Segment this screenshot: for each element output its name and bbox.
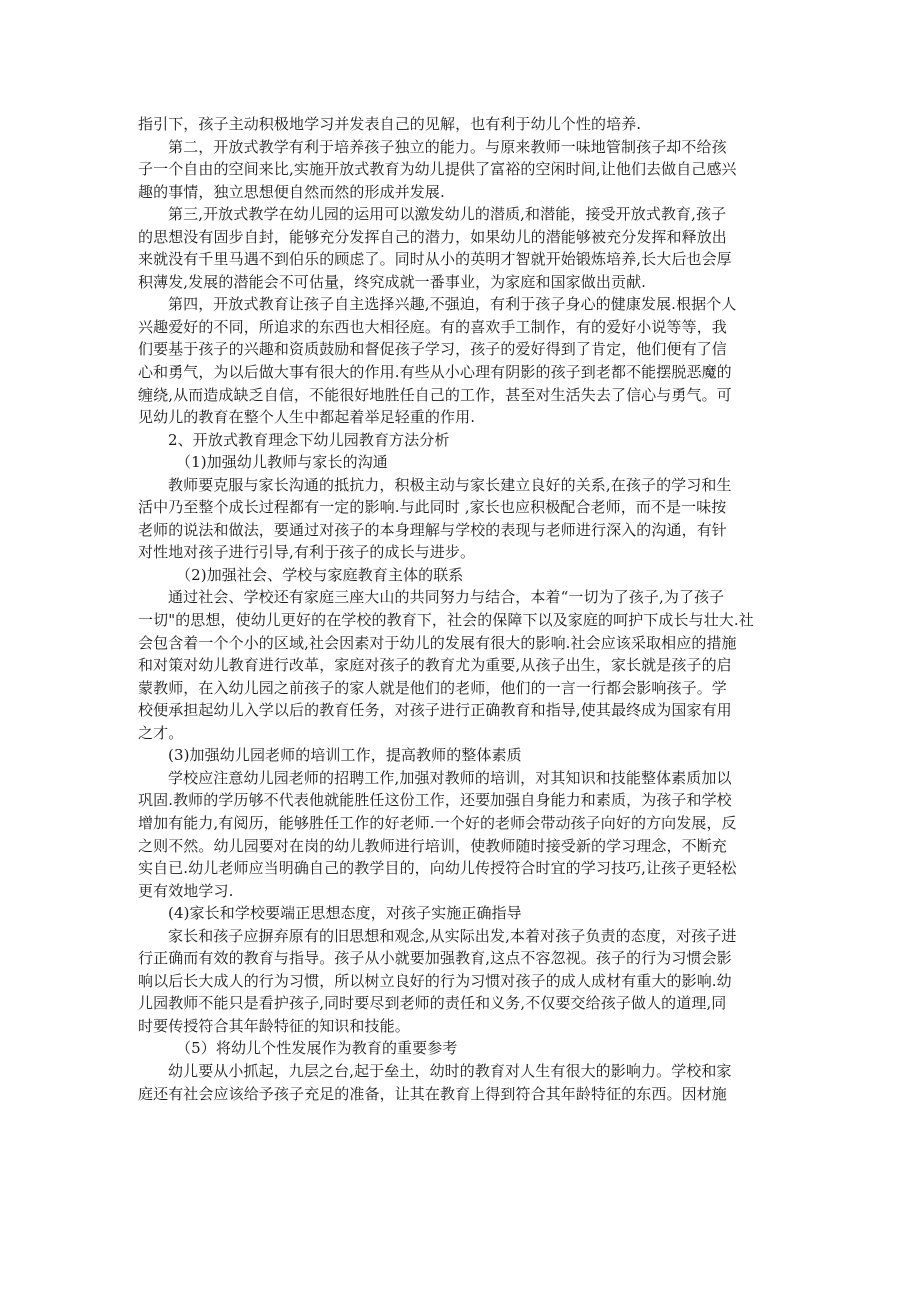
text-line: 巩固.教师的学历够不代表他就能胜任这份工作，还要加强自身能力和素质，为孩子和学校 [138, 791, 732, 810]
text-line: 通过社会、学校还有家庭三座大山的共同努力与结合，本着“一切为了孩子,为了孩子 [168, 588, 725, 607]
text-line: 行正确而有效的教育与指导。孩子从小就要加强教育,这点不容忽视。孩子的行为习惯会影 [138, 949, 732, 968]
text-line: 实自已.幼儿老师应当明确自己的教学目的，向幼儿传授符合时宜的学习技巧,让孩子更轻松 [138, 859, 737, 878]
text-line: 校便承担起幼儿入学以后的教育任务，对孩子进行正确教育和指导,使其最终成为国家有用 [138, 701, 732, 720]
text-line: 们要基于孩子的兴趣和资质鼓励和督促孩子学习，孩子的爱好得到了肯定，他们便有了信 [138, 340, 727, 359]
text-line: 2、开放式教育理念下幼儿园教育方法分析 [168, 430, 450, 449]
document-body [138, 113, 798, 1105]
text-line: 蒙教师，在入幼儿园之前孩子的家人就是他们的老师，他们的一言一行都会影响孩子。学 [138, 678, 727, 697]
text-line: 庭还有社会应该给予孩子充足的准备，让其在教育上得到符合其年龄特征的东西。因材施 [138, 1084, 727, 1103]
text-line: 学校应注意幼儿园老师的招聘工作,加强对教师的培训，对其知识和技能整体素质加以 [168, 768, 732, 787]
text-line: 积薄发,发展的潜能会不可估量，终究成就一番事业，为家庭和国家做出贡献. [138, 272, 647, 291]
text-line: (4)家长和学校要端正思想态度，对孩子实施正确指导 [168, 904, 522, 923]
text-line: 来就没有千里马遇不到伯乐的顾虑了。同时从小的英明才智就开始锻炼培养,长大后也会厚 [138, 250, 732, 269]
text-line: 更有效地学习. [138, 881, 234, 900]
text-line: 增加有能力,有阅历，能够胜任工作的好老师.一个好的老师会带动孩子向好的方向发展，反 [138, 813, 737, 832]
text-line: 兴趣爱好的不同，所追求的东西也大相径庭。有的喜欢手工制作，有的爱好小说等等，我 [138, 317, 727, 336]
text-line: 见幼儿的教育在整个人生中都起着举足轻重的作用. [138, 408, 476, 427]
text-line: 活中乃至整个成长过程都有一定的影响.与此同时 ,家长也应积极配合老师，而不是一味按 [138, 498, 727, 517]
text-line: 指引下，孩子主动积极地学习并发表自己的见解，也有利于幼儿个性的培养. [138, 115, 642, 133]
text-line: 时要传授符合其年龄特征的知识和技能。 [138, 1016, 410, 1035]
text-line: 第四，开放式教育让孩子自主选择兴趣,不强迫，有利于孩子身心的健康发展.根据个人 [168, 295, 737, 314]
text-line: 幼儿要从小抓起，九层之台,起于垒土，幼时的教育对人生有很大的影响力。学校和家 [168, 1061, 732, 1080]
text-line: 之则不然。幼儿园要对在岗的幼儿教师进行培训，使教师随时接受新的学习理念，不断充 [138, 836, 727, 855]
text-line: 家长和孩子应摒弃原有的旧思想和观念,从实际出发,本着对孩子负责的态度，对孩子进 [168, 926, 737, 945]
text-line: 趣的事情，独立思想便自然而然的形成并发展. [138, 182, 445, 201]
text-line: 缠绕,从而造成缺乏自信，不能很好地胜任自己的工作，甚至对生活失去了信心与勇气。可 [138, 385, 732, 404]
text-line: 和对策对幼儿教育进行改革，家庭对孩子的教育尤为重要,从孩子出生，家长就是孩子的启 [138, 656, 732, 675]
text-line: 子一个自由的空间来比,实施开放式教育为幼儿提供了富裕的空闲时间,让他们去做自己感兴 [138, 160, 737, 179]
text-line: 心和勇气，为以后做大事有很大的作用.有些从小心理有阴影的孩子到老都不能摆脱恶魔的 [138, 363, 732, 382]
text-line: 教师要克服与家长沟通的抵抗力，积极主动与家长建立良好的关系,在孩子的学习和生 [168, 475, 732, 494]
text-line: 的思想没有固步自封，能够充分发挥自己的潜力，如果幼儿的潜能够被充分发挥和释放出 [138, 227, 727, 246]
text-line: （2)加强社会、学校与家庭教育主体的联系 [176, 565, 464, 584]
text-line: （1)加强幼儿教师与家长的沟通 [176, 453, 388, 472]
text-line: 响以后长大成人的行为习惯，所以树立良好的行为习惯对孩子的成人成材有重大的影响.幼 [138, 971, 732, 990]
text-line: （5）将幼儿个性发展作为教育的重要参考 [176, 1039, 458, 1058]
text-line: 儿园教师不能只是看护孩子,同时要尽到老师的责任和义务,不仅要交给孩子做人的道理,同 [138, 994, 727, 1013]
text-line: 一切"的思想，使幼儿更好的在学校的教育下，社会的保障下以及家庭的呵护下成长与壮大.社 [138, 611, 754, 630]
text-line: 第三,开放式教学在幼儿园的运用可以激发幼儿的潜质,和潜能，接受开放式教育,孩子 [168, 205, 727, 224]
text-line: 对性地对孩子进行引导,有利于孩子的成长与进步。 [138, 543, 476, 562]
text-line: 之才。 [138, 723, 184, 742]
text-line: 老师的说法和做法，要通过对孩子的本身理解与学校的表现与老师进行深入的沟通，有针 [138, 520, 727, 539]
text-line: 会包含着一个个小的区域,社会因素对于幼儿的发展有很大的影响.社会应该采取相应的措施 [138, 633, 737, 652]
text-line: (3)加强幼儿园老师的培训工作，提高教师的整体素质 [168, 746, 522, 765]
text-line: 第二，开放式教学有利于培养孩子独立的能力。与原来教师一味地管制孩子却不给孩 [168, 137, 727, 156]
